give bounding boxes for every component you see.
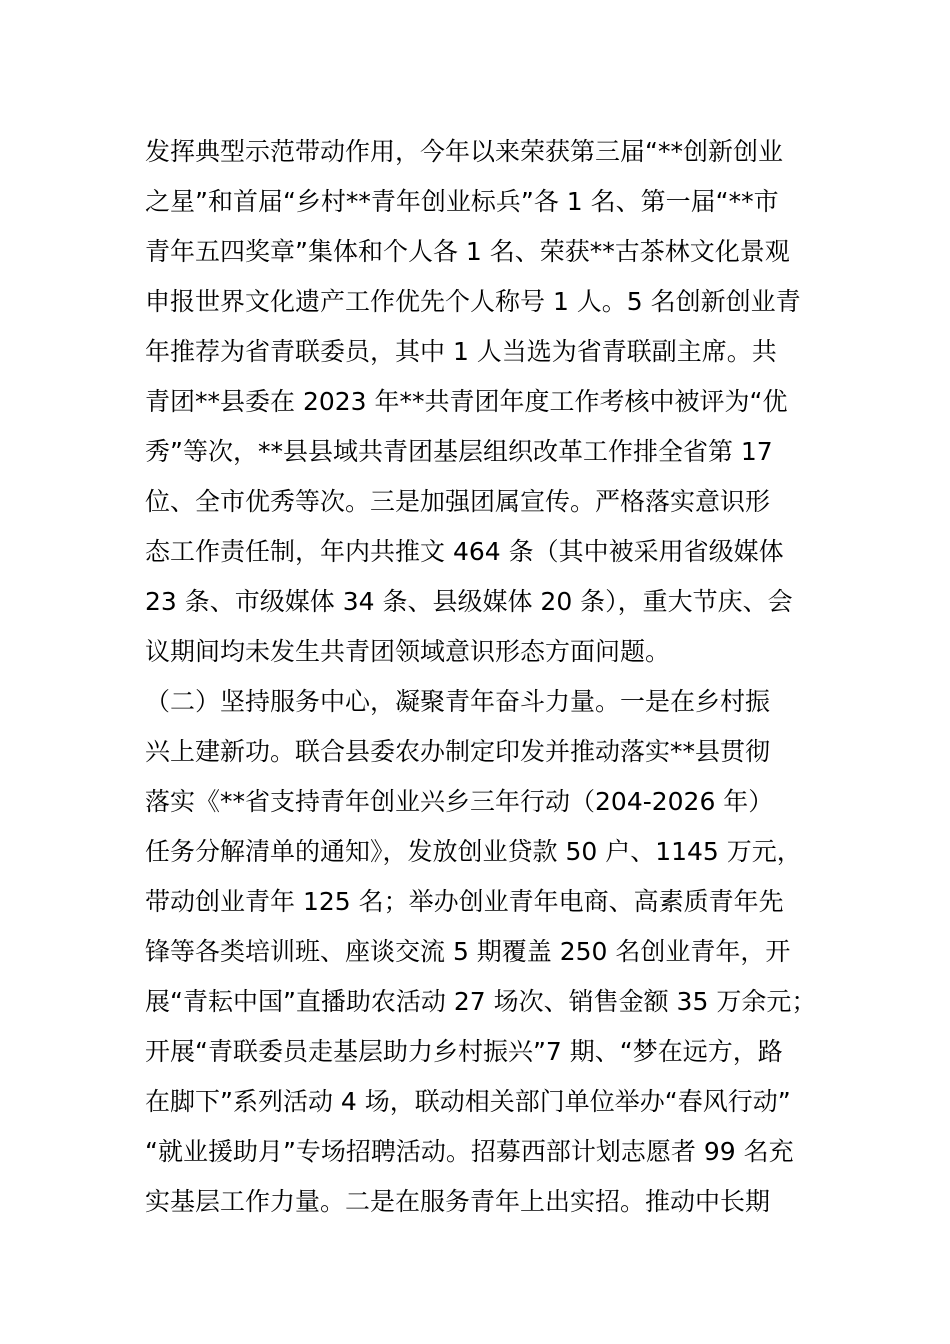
text-line: 位、全市优秀等次。三是加强团属宣传。严格落实意识形: [145, 487, 771, 516]
text-line: 23 条、市级媒体 34 条、县级媒体 20 条），重大节庆、会: [145, 587, 793, 616]
text-line: 锋等各类培训班、座谈交流 5 期覆盖 250 名创业青年，开: [145, 937, 791, 966]
text-line: 带动创业青年 125 名；举办创业青年电商、高素质青年先: [145, 887, 784, 916]
text-line: 申报世界文化遗产工作优先个人称号 1 人。5 名创新创业青: [145, 287, 801, 316]
text-line: 在脚下”系列活动 4 场，联动相关部门单位举办“春风行动”: [145, 1087, 791, 1116]
text-line: 年推荐为省青联委员，其中 1 人当选为省青联副主席。共: [145, 337, 777, 366]
text-line: 兴上建新功。联合县委农办制定印发并推动落实**县贯彻: [145, 737, 771, 766]
document-body: [145, 127, 835, 1227]
text-line: 之星”和首届“乡村**青年创业标兵”各 1 名、第一届“**市: [145, 187, 779, 216]
text-line: 落实《**省支持青年创业兴乡三年行动（204-2026 年）: [145, 787, 774, 816]
text-line: 任务分解清单的通知》，发放创业贷款 50 户、1145 万元，: [145, 837, 802, 866]
section-heading-line: （二）坚持服务中心，凝聚青年奋斗力量。一是在乡村振: [145, 687, 771, 716]
text-line: 议期间均未发生共青团领域意识形态方面问题。: [145, 637, 671, 666]
text-line: 态工作责任制，年内共推文 464 条（其中被采用省级媒体: [145, 537, 784, 566]
text-line: 展“青耘中国”直播助农活动 27 场次、销售金额 35 万余元；: [145, 987, 817, 1016]
text-line: 发挥典型示范带动作用，今年以来荣获第三届“**创新创业: [145, 137, 783, 166]
text-line: 青团**县委在 2023 年**共青团年度工作考核中被评为“优: [145, 387, 788, 416]
text-line: 开展“青联委员走基层助力乡村振兴”7 期、“梦在远方，路: [145, 1037, 783, 1066]
text-line: 青年五四奖章”集体和个人各 1 名、荣获**古茶林文化景观: [145, 237, 790, 266]
text-line: 实基层工作力量。二是在服务青年上出实招。推动中长期: [145, 1187, 771, 1216]
text-line: “就业援助月”专场招聘活动。招募西部计划志愿者 99 名充: [145, 1137, 794, 1166]
text-line: 秀”等次，**县县域共青团基层组织改革工作排全省第 17: [145, 437, 773, 466]
